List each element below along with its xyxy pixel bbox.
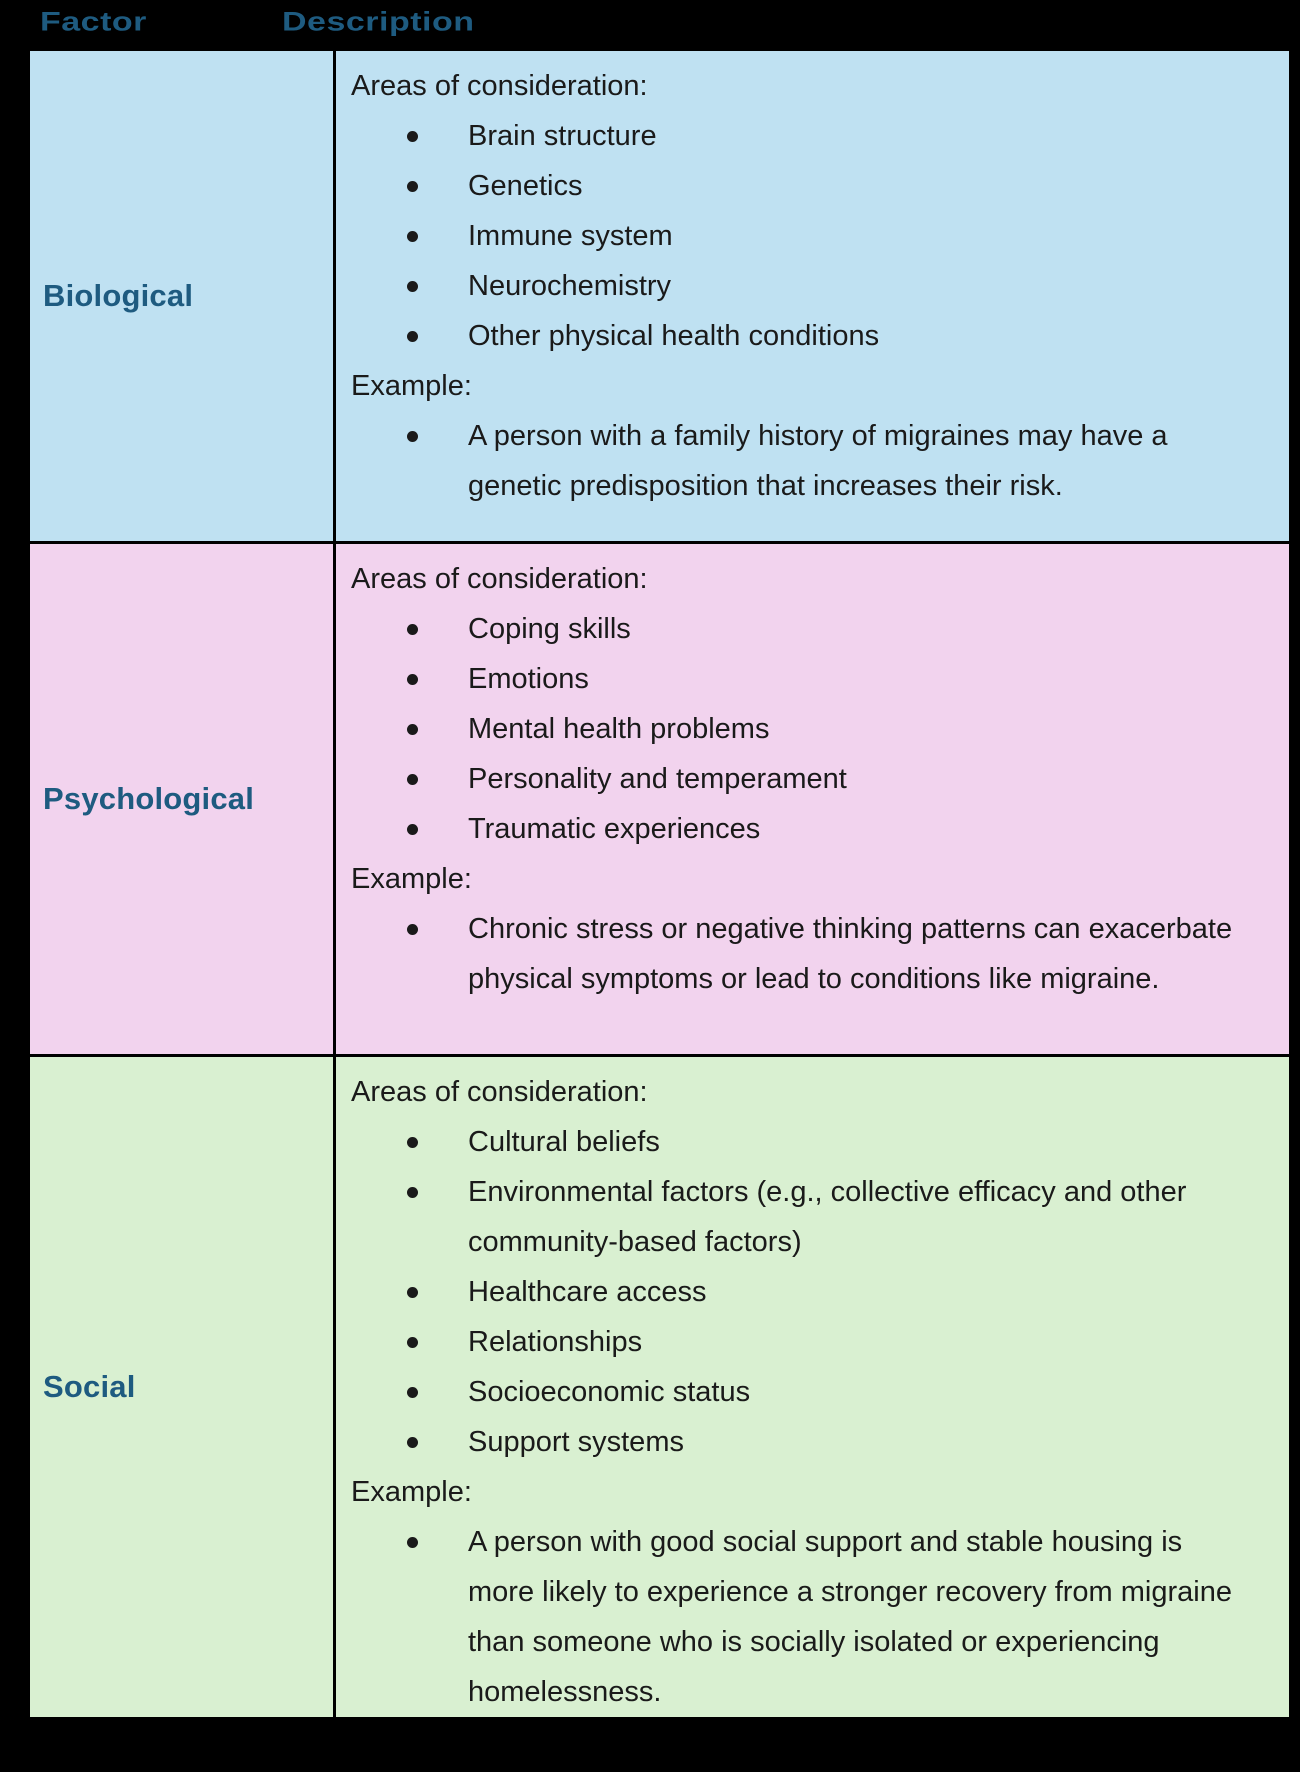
description-cell-biological (336, 51, 1289, 541)
bullet-item: Immune system (351, 211, 1259, 261)
bullet-item: Cultural beliefs (351, 1117, 1259, 1167)
bullet-item: Healthcare access (351, 1267, 1259, 1317)
bullet-dot-icon (407, 824, 418, 835)
bullet-dot-icon (407, 281, 418, 292)
example-bullet-item: A person with a family history of migraines may have a genetic predisposition that increases their risk. (351, 411, 1259, 511)
bullet-item: Coping skills (351, 604, 1259, 654)
bullet-dot-icon (407, 1537, 418, 1548)
bullet-item: Socioeconomic status (351, 1367, 1259, 1417)
bullet-dot-icon (407, 181, 418, 192)
table-header-row (0, 0, 1300, 48)
bullet-item: Relationships (351, 1317, 1259, 1367)
example-heading: Example: (351, 863, 472, 895)
bullet-dot-icon (407, 624, 418, 635)
column-header-description: Description (282, 7, 475, 37)
bullet-item: Mental health problems (351, 704, 1259, 754)
bullet-dot-icon (407, 1187, 418, 1198)
bullet-dot-icon (407, 331, 418, 342)
bullet-item: Personality and temperament (351, 754, 1259, 804)
factors-table (27, 48, 1292, 1720)
bullet-dot-icon (407, 1437, 418, 1448)
factor-label: Psychological (43, 781, 255, 816)
description-cell-social (336, 1057, 1289, 1717)
bullet-item: Environmental factors (e.g., collective efficacy and other community-based factors) (351, 1167, 1259, 1267)
bullet-dot-icon (407, 674, 418, 685)
bullet-dot-icon (407, 431, 418, 442)
bullet-item: Genetics (351, 161, 1259, 211)
example-heading: Example: (351, 370, 472, 402)
factor-label: Biological (43, 278, 194, 313)
bullet-dot-icon (407, 231, 418, 242)
example-bullet-item: Chronic stress or negative thinking patterns can exacerbate physical symptoms or lead to conditions like migraine. (351, 904, 1259, 1004)
bullet-item: Other physical health conditions (351, 311, 1259, 361)
bullet-item: Support systems (351, 1417, 1259, 1467)
description-cell-psychological (336, 544, 1289, 1054)
bullet-item: Brain structure (351, 111, 1259, 161)
bullet-dot-icon (407, 1287, 418, 1298)
factor-cell-social (30, 1057, 333, 1717)
bullet-dot-icon (407, 774, 418, 785)
bullet-dot-icon (407, 724, 418, 735)
bullet-dot-icon (407, 924, 418, 935)
bullet-dot-icon (407, 1387, 418, 1398)
example-heading: Example: (351, 1476, 472, 1508)
example-bullet-item: A person with good social support and stable housing is more likely to experience a stronger recovery from migraine than someone who is socially isolated or experiencing homelessness. (351, 1517, 1259, 1717)
areas-heading: Areas of consideration: (351, 1076, 648, 1108)
bullet-item: Emotions (351, 654, 1259, 704)
bullet-dot-icon (407, 131, 418, 142)
bullet-item: Traumatic experiences (351, 804, 1259, 854)
bullet-item: Neurochemistry (351, 261, 1259, 311)
factor-cell-biological (30, 51, 333, 541)
factor-cell-psychological (30, 544, 333, 1054)
bullet-dot-icon (407, 1337, 418, 1348)
areas-heading: Areas of consideration: (351, 563, 648, 595)
factor-label: Social (43, 1369, 136, 1404)
areas-heading: Areas of consideration: (351, 70, 648, 102)
bullet-dot-icon (407, 1137, 418, 1148)
column-header-factor: Factor (40, 7, 147, 37)
